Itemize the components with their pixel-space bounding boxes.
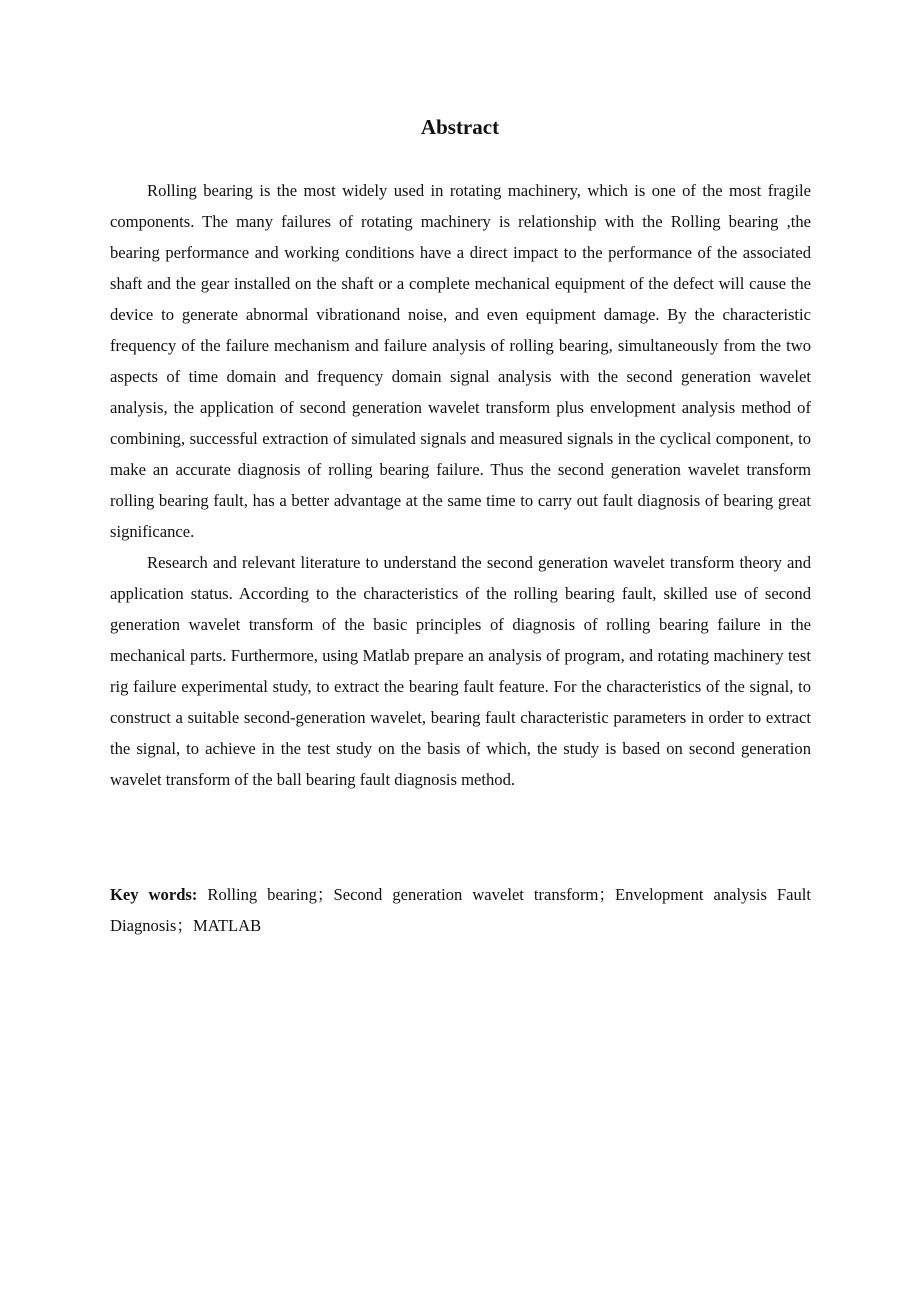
keywords-label: Key words: xyxy=(110,885,198,904)
keywords-line xyxy=(110,879,811,941)
abstract-paragraph-2: Research and relevant literature to understand the second generation wavelet transform theory and application status. According to the characteristics of the rolling bearing fault, skilled use of second generation wavelet transform of the basic principles of diagnosis of rolling bearing failure in the mechanical parts. Furthermore, using Matlab prepare an analysis of program, and rotating machinery test rig failure experimental study, to extract the bearing fault feature. For the characteristics of the signal, to construct a suitable second-generation wavelet, bearing fault characteristic parameters in order to extract the signal, to achieve in the test study on the basis of which, the study is based on second generation wavelet transform of the ball bearing fault diagnosis method. xyxy=(110,553,811,789)
abstract-paragraph-1: Rolling bearing is the most widely used in rotating machinery, which is one of the most fragile components. The many failures of rotating machinery is relationship with the Rolling bearing ,the bearing performance and working conditions have a direct impact to the performance of the associated shaft and the gear installed on the shaft or a complete mechanical equipment of the defect will cause the device to generate abnormal vibrationand noise, and even equipment damage. By the characteristic frequency of the failure mechanism and failure analysis of rolling bearing, simultaneously from the two aspects of time domain and frequency domain signal analysis with the second generation wavelet analysis, the application of second generation wavelet transform plus envelopment analysis method of combining, successful extraction of simulated signals and measured signals in the cyclical component, to make an accurate diagnosis of rolling bearing failure. Thus the second generation wavelet transform rolling bearing fault, has a better advantage at the same time to carry out fault diagnosis of bearing great significance. xyxy=(110,181,811,541)
abstract-body xyxy=(110,175,811,795)
keywords-text: Rolling bearing；Second generation wavelet transform；Envelopment analysis Fault Diagnosis；MATLAB xyxy=(110,885,811,935)
page-title: Abstract xyxy=(420,115,500,139)
